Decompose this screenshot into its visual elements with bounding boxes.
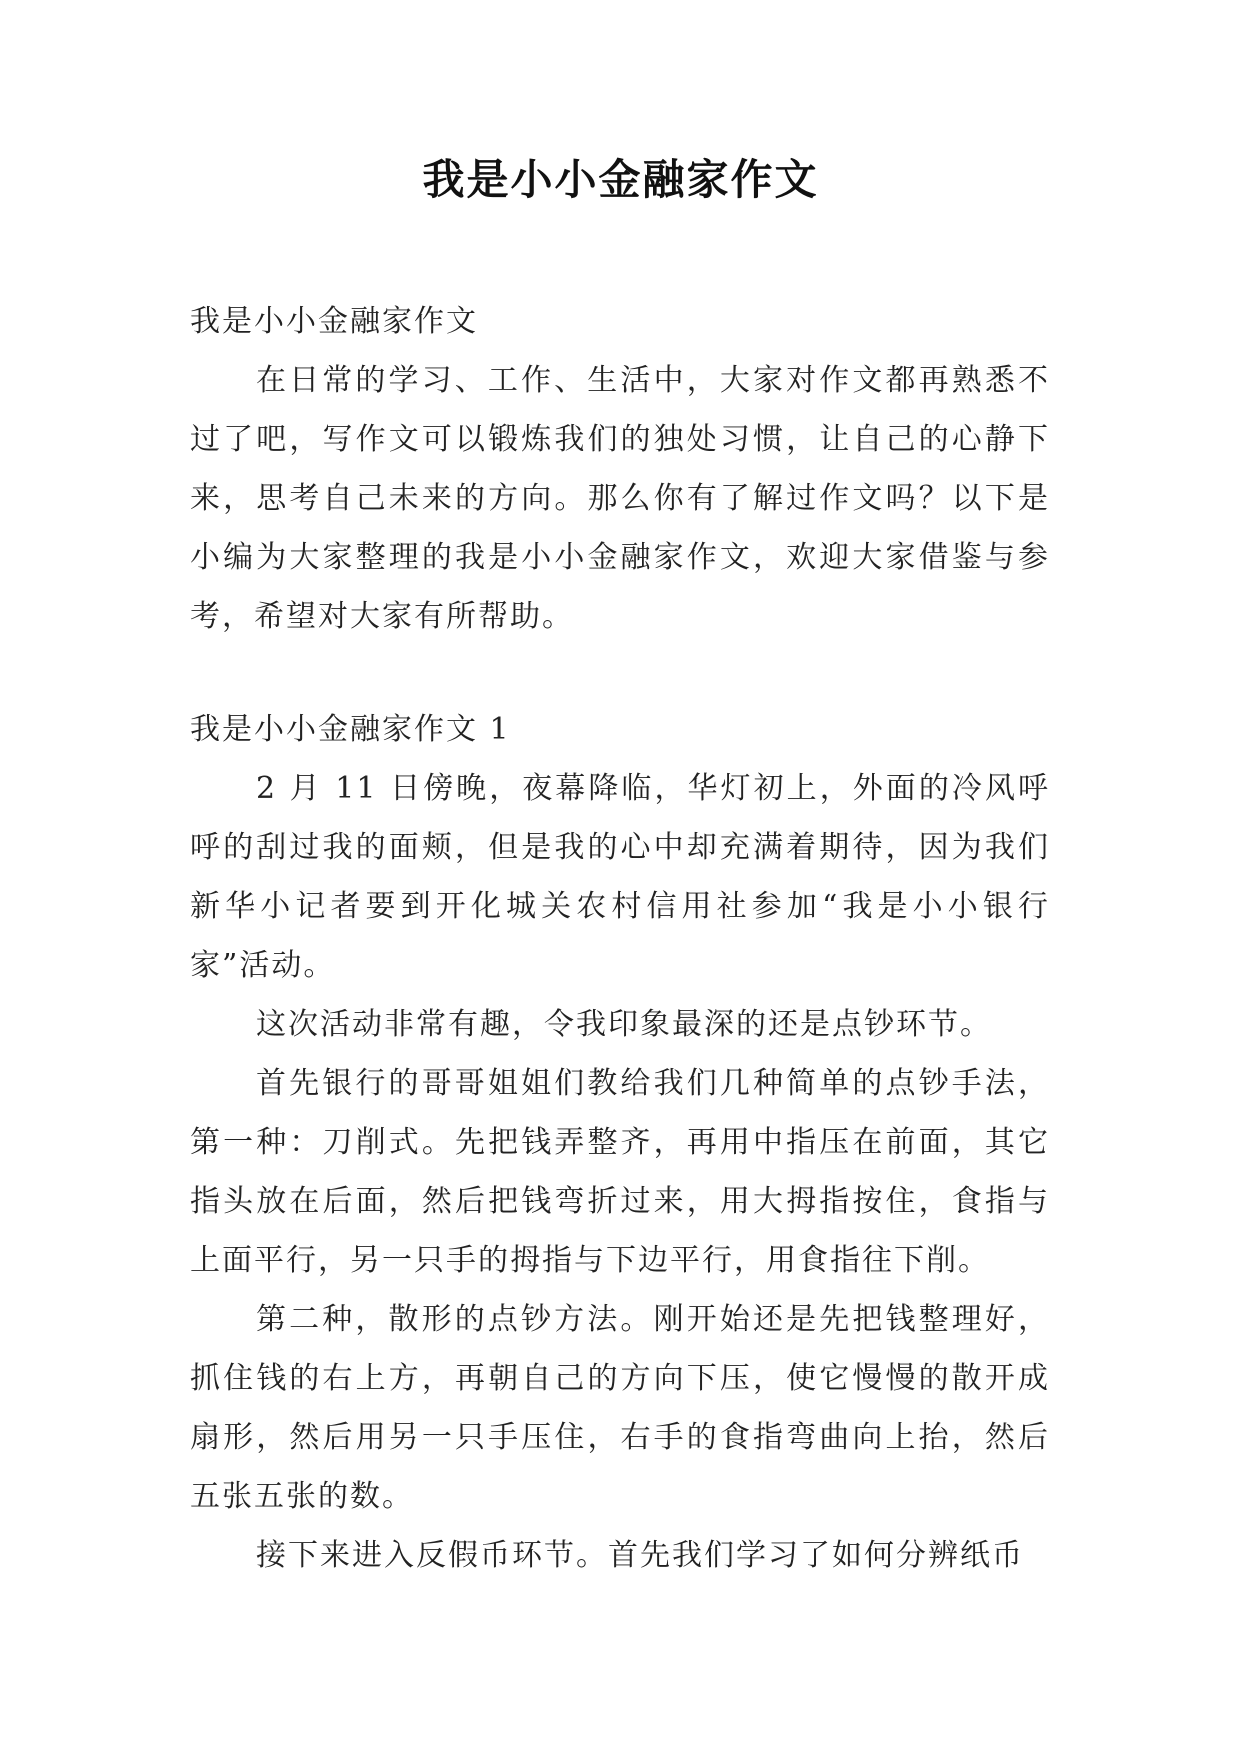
document-title: 我是小小金融家作文: [422, 155, 819, 204]
essay-paragraph-3: 首先银行的哥哥姐姐们教给我们几种简单的点钞手法，第一种：刀削式。先把钱弄整齐，再用中指压在前面，其它指头放在后面，然后把钱弯折过来，用大拇指按住，食指与上面平行，另一只手的拇指与下边平行，用食指往下削。: [190, 1066, 1050, 1278]
essay-paragraph-5: 接下来进入反假币环节。首先我们学习了如何分辨纸币: [256, 1538, 1024, 1573]
section-heading-intro: 我是小小金融家作文: [190, 304, 478, 339]
essay-paragraph-4: 第二种，散形的点钞方法。刚开始还是先把钱整理好，抓住钱的右上方，再朝自己的方向下压，使它慢慢的散开成扇形，然后用另一只手压住，右手的食指弯曲向上抬，然后五张五张的数。: [190, 1302, 1050, 1514]
essay-paragraph-1: 2 月 11 日傍晚，夜幕降临，华灯初上，外面的冷风呼呼的刮过我的面颊，但是我的心中却充满着期待，因为我们新华小记者要到开化城关农村信用社参加“我是小小银行家”活动。: [190, 771, 1050, 983]
section-heading-essay-1: 我是小小金融家作文 1: [190, 712, 511, 747]
essay-paragraph-2: 这次活动非常有趣，令我印象最深的还是点钞环节。: [256, 1007, 992, 1042]
intro-paragraph: 在日常的学习、工作、生活中，大家对作文都再熟悉不过了吧，写作文可以锻炼我们的独处习惯，让自己的心静下来，思考自己未来的方向。那么你有了解过作文吗？以下是小编为大家整理的我是小小金融家作文，欢迎大家借鉴与参考，希望对大家有所帮助。: [190, 363, 1050, 634]
document-body: [190, 292, 1050, 1585]
